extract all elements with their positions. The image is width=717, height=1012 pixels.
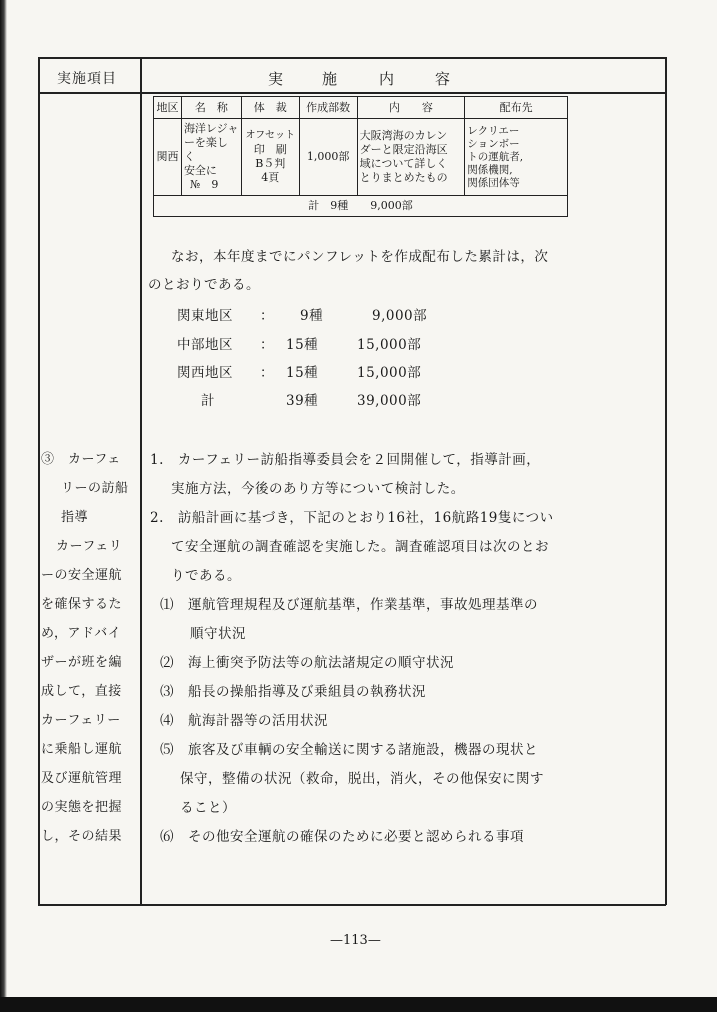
summary-kinds: 15種 xyxy=(286,337,319,353)
detail-line: ⑸ 旅客及び車輌の安全輸送に関する諸施設，機器の現状と xyxy=(160,742,538,758)
cell-area: 関西 xyxy=(154,119,182,196)
cell-name xyxy=(181,119,241,196)
frame-bottom xyxy=(38,904,666,906)
cell-line: とりまとめたもの xyxy=(359,171,448,184)
paragraph-line: のとおりである。 xyxy=(148,277,260,293)
detail-line: りである。 xyxy=(171,568,241,584)
summary-copies: 15,000部 xyxy=(357,337,422,353)
table-total-row xyxy=(154,196,568,217)
detail-line: ⑹ その他安全運航の確保のために必要と認められる事項 xyxy=(160,829,524,845)
cell-line: 海洋レジャ xyxy=(183,122,239,135)
cell-line: 関係団体等 xyxy=(467,176,520,189)
col-header: 作成部数 xyxy=(299,97,357,119)
summary-copies: 39,000部 xyxy=(357,393,422,409)
cell-line: 印 刷 xyxy=(253,143,287,156)
summary-copies: 15,000部 xyxy=(357,365,422,381)
cell-line: B５判 xyxy=(255,157,286,170)
summary-area: 中部地区 xyxy=(177,337,233,353)
summary-kinds: 9種 xyxy=(300,308,324,324)
detail-line: ⑶ 船長の操船指導及び乗組員の執務状況 xyxy=(160,684,426,700)
detail-line: 順守状況 xyxy=(190,626,246,642)
item-line: ③ カーフェ xyxy=(41,452,121,467)
col-header: 体 裁 xyxy=(241,97,299,119)
item-line: 指導 xyxy=(61,510,89,525)
header-char: 施 xyxy=(322,70,338,88)
cell-line: 関係機関, xyxy=(467,163,513,176)
frame-left xyxy=(38,57,40,905)
col-header: 内 容 xyxy=(357,97,465,119)
item-line: ーの安全運航 xyxy=(41,568,123,583)
cell-total: 計 9種 9,000部 xyxy=(154,196,568,217)
col-header: 地区 xyxy=(154,97,182,119)
cell-line: ーを楽しく xyxy=(183,136,228,163)
cell-line: 大阪湾海のカレン xyxy=(359,129,448,142)
header-char: 実 xyxy=(268,70,284,88)
item-line: カーフェリ xyxy=(56,539,123,554)
item-line: リーの訪船 xyxy=(61,481,129,496)
cell-line: № 9 xyxy=(189,178,219,191)
item-line: 成して，直接 xyxy=(41,684,122,699)
cell-line: レクリエー xyxy=(467,124,520,137)
table-row xyxy=(154,119,568,196)
item-line: ザーが班を編 xyxy=(41,655,123,670)
scan-edge-left xyxy=(0,0,7,1012)
item-line: を確保するた xyxy=(41,597,123,612)
page-number: —113— xyxy=(330,933,381,948)
frame-header-bottom xyxy=(38,92,666,94)
header-char: 容 xyxy=(435,70,451,88)
frame-right xyxy=(665,57,667,905)
summary-area: 計 xyxy=(201,393,215,409)
cell-line: ションボー xyxy=(467,137,520,150)
detail-line: ⑷ 航海計器等の活用状況 xyxy=(160,713,328,729)
cell-destination xyxy=(465,119,568,196)
frame-top xyxy=(38,57,666,59)
distribution-table xyxy=(153,96,568,217)
cell-copies: 1,000部 xyxy=(299,119,357,196)
summary-colon: ： xyxy=(260,308,274,324)
summary-copies: 9,000部 xyxy=(372,308,428,324)
summary-kinds: 39種 xyxy=(286,393,319,409)
item-line: カーフェリー xyxy=(41,713,121,728)
detail-line: ⑵ 海上衝突予防法等の航法諸規定の順守状況 xyxy=(160,655,454,671)
item-line: め，アドバイ xyxy=(41,626,122,641)
cell-line: 安全に xyxy=(183,164,217,177)
detail-line: 実施方法，今後のあり方等について検討した。 xyxy=(171,481,465,497)
summary-colon: ： xyxy=(260,365,274,381)
detail-line: ⑴ 運航管理規程及び運航基準，作業基準，事故処理基準の xyxy=(160,597,538,613)
frame-divider xyxy=(140,57,142,905)
cell-line: 域について詳しく xyxy=(359,157,448,170)
cell-content xyxy=(357,119,465,196)
col-header: 名 称 xyxy=(181,97,241,119)
detail-line: 2. 訪船計画に基づき，下記のとおり16社，16航路19隻につい xyxy=(150,510,554,526)
detail-line: ること） xyxy=(180,800,236,816)
cell-line: トの運航者, xyxy=(467,150,524,163)
table-header-row xyxy=(154,97,568,119)
summary-colon: ： xyxy=(260,337,274,353)
cell-format xyxy=(241,119,299,196)
item-line: し，その結果 xyxy=(41,829,123,844)
summary-area: 関西地区 xyxy=(177,365,233,381)
summary-area: 関東地区 xyxy=(177,308,233,324)
cell-line: ダーと限定沿海区 xyxy=(359,143,448,156)
item-line: 及び運航管理 xyxy=(41,771,123,786)
summary-kinds: 15種 xyxy=(286,365,319,381)
item-line: に乗船し運航 xyxy=(41,742,123,757)
detail-line: て安全運航の調査確認を実施した。調査確認項目は次のとお xyxy=(171,539,549,555)
detail-line: 保守，整備の状況（救命，脱出，消火，その他保安に関す xyxy=(180,771,544,787)
detail-line: 1. カーフェリー訪船指導委員会を２回開催して，指導計画， xyxy=(150,452,541,468)
cell-line: 4頁 xyxy=(261,171,280,184)
header-char: 内 xyxy=(379,70,395,88)
header-left-label: 実施項目 xyxy=(57,71,117,87)
col-header: 配布先 xyxy=(465,97,568,119)
cell-line: オフセット xyxy=(245,130,296,141)
scan-edge-bottom xyxy=(0,997,717,1012)
item-line: の実態を把握 xyxy=(41,800,123,815)
paragraph-line: なお，本年度までにパンフレットを作成配布した累計は，次 xyxy=(171,249,549,265)
